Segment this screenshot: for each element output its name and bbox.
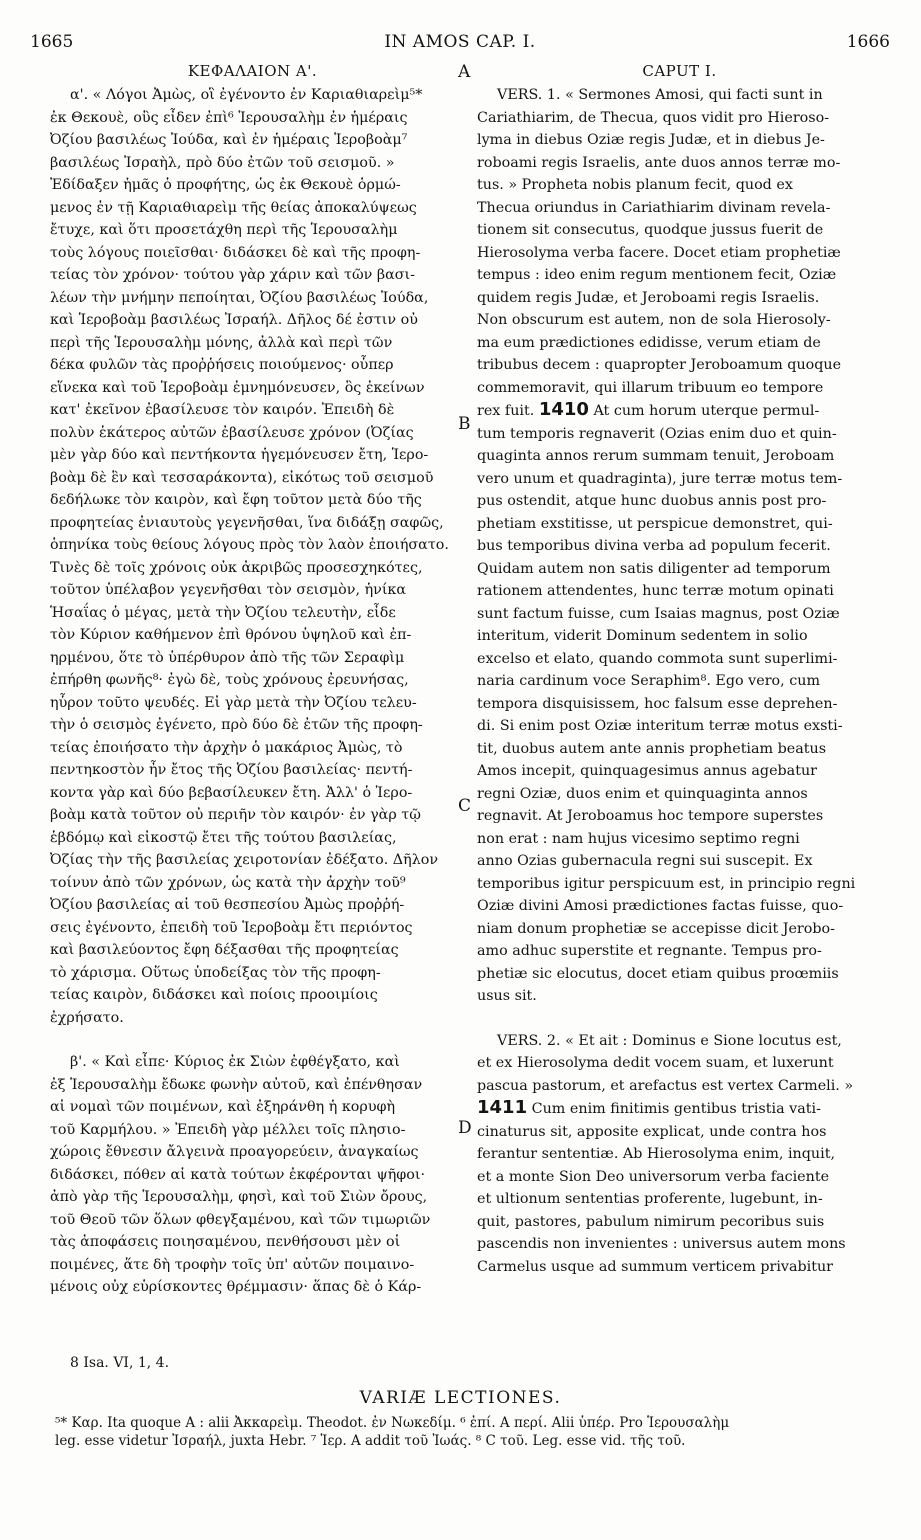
footnote: 8 Isa. VI, 1, 4.: [70, 1355, 170, 1371]
text-line: ποιμένες, ἅτε δὴ τροφὴν τοῖς ὑπ' αὐτῶν ποιμαινο-: [50, 1256, 415, 1273]
text-line: et a monte Sion Deo universorum verba faciente: [477, 1168, 830, 1185]
text-line: vero unum et quadraginta), jure terræ motus tem-: [477, 470, 843, 487]
text-line: pus ostendit, atque hunc duobus annis post pro-: [477, 493, 827, 509]
text-line: τείας καιρὸν, διδάσκει καὶ ποίοις προοιμίοις: [50, 987, 378, 1003]
text-line: ηὗρον τοῦτο ψευδές. Εἰ γὰρ μετὰ τὴν Ὀζίου τελευ-: [50, 694, 417, 711]
text-line: commemoravit, qui illarum tribuum eo tempore: [477, 379, 824, 396]
column-number: 1410: [538, 399, 589, 420]
text-line: Carmelus usque ad summum verticem privabitur: [477, 1258, 834, 1275]
text-line: tempora disquisissem, hoc falsum esse deprehen-: [477, 695, 838, 712]
text-line: τοῦτον ὑπέλαβον γεγενῆσθαι τὸν σεισμὸν, ἡνίκα: [50, 582, 407, 598]
text-line: Τινὲς δὲ τοῖς χρόνοις οὐκ ἀκριβῶς προσεσχηκότες,: [50, 559, 423, 576]
text-line: βασιλέως Ἰσραὴλ, πρὸ δύο ἐτῶν τοῦ σεισμοῦ. »: [50, 154, 395, 171]
text-line: σεις ἐγένοντο, ἐπειδὴ τοῦ Ἱεροβοὰμ ἔτι περιόντος: [50, 919, 413, 936]
text-line: τὰς ἀποφάσεις ποιησαμένου, πενθήσουσι μὲν οἱ: [50, 1234, 401, 1250]
text-line: ἑβδόμῳ καὶ εἰκοστῷ ἔτει τῆς τούτου βασιλείας,: [50, 829, 397, 846]
latin-column: [477, 60, 882, 1278]
text-line: ἀπὸ γὰρ τῆς Ἱερουσαλὴμ, φησὶ, καὶ τοῦ Σιὼν ὄρους,: [50, 1189, 428, 1205]
text-line: Cariathiarim, de Thecua, quos vidit pro Hieroso-: [477, 109, 830, 126]
section-marker-a: A: [458, 62, 471, 82]
text-line: πολὺν ἑκάτερος αὐτῶν ἐβασίλευσε χρόνον (Ὀζίας: [50, 424, 414, 441]
text-line: βοὰμ δὲ ἓν καὶ τεσσαράκοντα), εἰκότως τοῦ σεισμοῦ: [50, 469, 434, 486]
text-line: τοίνυν ἀπὸ τῶν χρόνων, ὡς κατὰ τὴν ἀρχὴν τοῦ⁹: [50, 874, 406, 891]
running-title: IN AMOS CAP. I.: [384, 32, 536, 52]
text-line: quaginta annos rerum summam tenuit, Jeroboam: [477, 448, 835, 464]
text-line: tempus : ideo enim regum mentionem fecit, Oziæ: [477, 267, 837, 283]
greek-column: [50, 60, 455, 1299]
text-line: rex fuit. 1410 At cum horum uterque permul-: [477, 399, 820, 420]
section-marker-b: B: [458, 414, 471, 434]
text-line: Ἐδίδαξεν ἡμᾶς ὁ προφήτης, ὡς ἐκ Θεκουὲ ὁρμώ-: [50, 177, 401, 193]
text-line: τείας τὸν χρόνον· τούτου γὰρ χάριν καὶ τῶν βασι-: [50, 267, 415, 283]
text-line: μὲν γὰρ δύο καὶ πεντήκοντα ἡγεμόνευσεν ἔτη, Ἱερο-: [50, 447, 429, 463]
column-number: 1411: [477, 1097, 528, 1118]
text-line: χώροις ἔθνεσιν ἄλγεινὰ προαγορεύειν, ἀναγκαίως: [50, 1144, 419, 1160]
text-line: ἐξ Ἱερουσαλὴμ ἔδωκε φωνὴν αὐτοῦ, καὶ ἐπένθησαν: [50, 1076, 423, 1093]
text-line: regnavit. At Jeroboamus hoc tempore superstes: [477, 808, 824, 824]
text-line: τείας ἐποιήσατο τὴν ἀρχὴν ὁ μακάριος Ἀμὼς, τὸ: [50, 739, 403, 756]
text-line: α'. « Λόγοι Ἀμὼς, οἳ ἐγένοντο ἐν Καριαθιαρεὶμ⁵*: [70, 87, 423, 103]
text-line: τὴν ὁ σεισμὸς ἐγένετο, πρὸ δύο δὲ ἐτῶν τῆς προφη-: [50, 717, 423, 733]
text-line: non erat : nam hujus vicesimo septimo regni: [477, 830, 800, 847]
latin-paragraph-1: [477, 84, 882, 1008]
latin-heading: CAPUT I.: [642, 62, 717, 80]
text-line: λέων τὴν μνήμην πεποίηται, Ὀζίου βασιλέως Ἰούδα,: [50, 289, 429, 306]
section-marker-d: D: [458, 1118, 472, 1138]
text-line: lyma in diebus Oziæ regis Judæ, et in diebus Je-: [477, 132, 825, 148]
text-line: usus sit.: [477, 988, 537, 1004]
text-line: naria cardinum voce Seraphim⁸. Ego vero, cum: [477, 673, 821, 689]
text-line: Oziæ divini Amosi prædictiones factas fuisse, quo-: [477, 898, 844, 914]
text-line: τοῦ Καρμήλου. » Ἐπειδὴ γὰρ μέλλει τοῖς πλησιο-: [50, 1121, 406, 1138]
text-line: et ultionum sententias proferente, lugebunt, in-: [477, 1191, 823, 1207]
text-line: τοῦ Θεοῦ τῶν ὅλων φθεγξαμένου, καὶ τῶν τιμωριῶν: [50, 1211, 431, 1228]
text-line: ferantur sententiæ. Ab Hierosolyma enim, inquit,: [477, 1146, 835, 1162]
text-line: quidem regis Judæ, et Jeroboami regis Israelis.: [477, 289, 820, 306]
text-line: 1411 Cum enim finitimis gentibus tristia vati-: [477, 1097, 821, 1118]
text-line: δεδήλωκε τὸν καιρὸν, καὶ ἔφη τοῦτον μετὰ δύο τῆς: [50, 492, 422, 508]
text-line: μενος ἐν τῇ Καριαθιαρεὶμ τῆς θείας ἀποκαλύψεως: [50, 199, 417, 216]
text-line: niam donum prophetiæ se accepisse dicit Jerobo-: [477, 920, 835, 937]
greek-paragraph-2: [50, 1051, 455, 1299]
text-line: περὶ τῆς Ἱερουσαλὴμ μόνης, ἀλλὰ καὶ περὶ τῶν: [50, 334, 393, 351]
text-line: VERS. 1. « Sermones Amosi, qui facti sunt in: [497, 87, 823, 103]
text-line: bus temporibus divina verba ad populum fecerit.: [477, 538, 831, 554]
text-line: VERS. 2. « Et ait : Dominus e Sione locutus est,: [497, 1032, 842, 1049]
text-line: προφητείας ἐνιαυτοὺς γεγενῆσθαι, ἵνα διδάξῃ σαφῶς,: [50, 514, 444, 531]
latin-paragraph-2: [477, 1030, 882, 1279]
text-line: cinaturus sit, apposite explicat, unde contra hos: [477, 1123, 827, 1140]
text-line: ⁵* Καρ. Ita quoque A : alii Ἀκκαρεὶμ. Theodot. ἐν Νωκεδίμ. ⁶ ἐπί. A περί. Alii ὑπέρ. Pro Ἱερουσαλὴμ: [55, 1415, 730, 1431]
text-line: ηρμένου, ὅτε τὸ ὑπέρθυρον ἀπὸ τῆς τῶν Σεραφὶμ: [50, 649, 405, 666]
text-line: ma eum prædictiones edidisse, verum etiam de: [477, 334, 821, 351]
text-line: ἔτυχε, καὶ ὅτι προσετάχθη περὶ τῆς Ἱερουσαλὴμ: [50, 222, 398, 238]
text-line: Ὀζίου βασιλείας αἱ τοῦ θεσπεσίου Ἀμὼς προῤῥή-: [50, 897, 405, 913]
variae-lectiones-title: VARIÆ LECTIONES.: [359, 1388, 562, 1408]
variae-lectiones: [55, 1414, 885, 1450]
text-line: tit, duobus autem ante annis prophetiam beatus: [477, 740, 827, 757]
text-line: phetiæ sic elocutus, docet etiam quibus proœmiis: [477, 965, 839, 982]
text-line: Amos incepit, quinquagesimus annus agebatur: [477, 763, 817, 779]
text-line: βοὰμ κατὰ τοῦτον οὐ περιῆν τὸν καιρόν· ἐν γὰρ τῷ: [50, 807, 421, 823]
text-line: leg. esse videtur Ἰσραήλ, juxta Hebr. ⁷ Ἱερ. A addit τοῦ Ἰωάς. ⁸ C τοῦ. Leg. esse vid. τῆς τοῦ.: [55, 1433, 686, 1449]
text-line: Ὀζίας τὴν τῆς βασιλείας χειροτονίαν ἐδέξατο. Δῆλον: [50, 852, 439, 868]
text-line: tionem sit consecutus, quodque jussus fuerit de: [477, 222, 824, 238]
text-line: interitum, viderit Dominum sedentem in solio: [477, 628, 808, 644]
text-line: τὸ χάρισμα. Οὕτως ὑποδείξας τὸν τῆς προφη-: [50, 964, 381, 981]
text-line: et ex Hierosolyma dedit vocem suam, et luxerunt: [477, 1055, 834, 1071]
text-line: αἱ νομαὶ τῶν ποιμένων, καὶ ἐξηράνθη ἡ κορυφὴ: [50, 1099, 396, 1115]
text-line: κατ' ἐκεῖνον ἐβασίλευσε τὸν καιρόν. Ἐπειδὴ δὲ: [50, 402, 395, 418]
text-line: sunt factum fuisse, cum Isaias magnus, post Oziæ: [477, 605, 840, 622]
section-marker-c: C: [458, 796, 472, 816]
text-line: πεντηκοστὸν ἦν ἔτος τῆς Ὀζίου βασιλείας· πεντή-: [50, 762, 413, 778]
greek-paragraph-1: [50, 84, 455, 1029]
page-header: [30, 32, 890, 56]
text-line: phetiam exstitisse, ut perspicue demonstret, qui-: [477, 515, 833, 532]
text-line: pascua pastorum, et arefactus est vertex Carmeli. »: [477, 1077, 854, 1094]
text-line: quit, pastores, pabulum nimirum pecoribus suis: [477, 1213, 825, 1230]
text-line: κοντα γὰρ καὶ δύο βεβασίλευκεν ἔτη. Ἀλλ' ὁ Ἱερο-: [50, 784, 413, 801]
text-line: μένοις οὐχ εὑρίσκοντες θρέμμασιν· ἅπας δὲ ὁ Κάρ-: [50, 1279, 422, 1295]
page-number-right: 1666: [846, 32, 890, 52]
text-line: amo adhuc superstite et regnante. Tempus pro-: [477, 943, 822, 959]
text-line: roboami regis Israelis, ante duos annos terræ mo-: [477, 154, 841, 171]
text-line: Non obscurum est autem, non de sola Hierosoly-: [477, 312, 831, 328]
text-line: Ὀζίου βασιλέως Ἰούδα, καὶ ἐν ἡμέραις Ἱεροβοὰμ⁷: [50, 132, 408, 148]
text-line: ἐπήρθη φωνῆς⁸· ἐγὼ δὲ, τοὺς χρόνους ἐρευνήσας,: [50, 672, 409, 688]
text-line: Hierosolyma verba facere. Docet etiam prophetiæ: [477, 244, 841, 261]
text-line: anno Ozias gubernacula regni sui suscepit. Ex: [477, 853, 813, 869]
text-line: τὸν Κύριον καθήμενον ἐπὶ θρόνου ὑψηλοῦ καὶ ἐπ-: [50, 627, 412, 643]
text-line: Quidam autem non satis diligenter ad temporum: [477, 560, 831, 577]
text-line: καὶ Ἱεροβοὰμ βασιλέως Ἰσραήλ. Δῆλος δέ ἐστιν οὐ: [50, 312, 418, 328]
text-line: δέκα φυλῶν τὰς προῤῥήσεις ποιούμενος· οὗπερ: [50, 357, 394, 373]
text-line: rationem attendentes, hunc terræ motum opinati: [477, 583, 834, 599]
text-line: tum temporis regnaverit (Ozias enim duo et quin-: [477, 425, 837, 442]
page-number-left: 1665: [30, 32, 74, 52]
greek-heading: ΚΕΦΑΛΑΙΟΝ Α'.: [187, 62, 318, 80]
text-line: pascendis non invenientes : universus autem mons: [477, 1236, 846, 1252]
text-line: tribubus decem : quapropter Jeroboamum quoque: [477, 357, 842, 373]
text-line: καὶ βασιλεύοντος ἔφη δέξασθαι τῆς προφητείας: [50, 942, 399, 958]
text-line: β'. « Καὶ εἶπε· Κύριος ἐκ Σιὼν ἐφθέγξατο, καὶ: [70, 1054, 400, 1070]
text-line: ὁπηνίκα τοὺς θείους λόγους πρὸς τὸν λαὸν ἐποιήσατο.: [50, 537, 449, 553]
text-line: Ἡσαΐας ὁ μέγας, μετὰ τὴν Ὀζίου τελευτὴν, εἶδε: [50, 604, 396, 621]
text-line: εἵνεκα καὶ τοῦ Ἱεροβοὰμ ἐμνημόνευσεν, ὃς ἐκείνων: [50, 379, 425, 396]
text-line: ἐχρήσατο.: [50, 1009, 124, 1026]
text-line: διδάσκει, πόθεν αἱ κατὰ τούτων ἐκφέρονται ψῆφοι·: [50, 1166, 426, 1183]
text-line: ἐκ Θεκουὲ, οὓς εἶδεν ἐπὶ⁶ Ἱερουσαλὴμ ἐν ἡμέραις: [50, 109, 408, 126]
text-line: excelso et elato, quando commota sunt superlimi-: [477, 650, 838, 667]
text-line: tus. » Propheta nobis planum fecit, quod ex: [477, 177, 793, 193]
text-line: di. Si enim post Oziæ interitum terræ motus exsti-: [477, 718, 843, 734]
text-line: regni Oziæ, duos enim et quinquaginta annos: [477, 785, 808, 802]
text-line: τοὺς λόγους ποιεῖσθαι· διδάσκει δὲ καὶ τῆς προφη-: [50, 244, 421, 261]
text-line: temporibus igitur perspicuum est, in principio regni: [477, 875, 856, 892]
text-line: Thecua oriundus in Cariathiarim divinam revela-: [477, 199, 831, 216]
